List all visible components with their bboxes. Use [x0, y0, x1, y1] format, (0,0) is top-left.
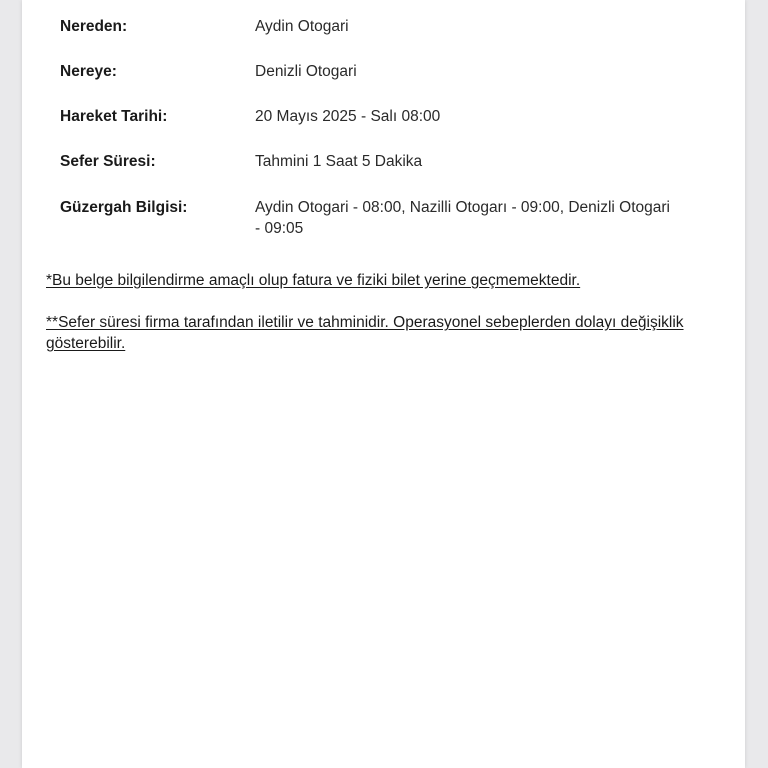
trip-duration-value: Tahmini 1 Saat 5 Dakika: [255, 153, 423, 170]
route-info-label: Güzergah Bilgisi:: [60, 199, 188, 216]
duration-note: **Sefer süresi firma tarafından iletilir ve tahminidir. Operasyonel sebeplerden dolayı değişiklik gösterebilir.: [46, 314, 684, 352]
route-info-value: Aydin Otogari - 08:00, Nazilli Otogarı - 09:00, Denizli Otogari - 09:05: [255, 199, 670, 237]
departure-date-label: Hareket Tarihi:: [60, 108, 168, 125]
departure-date-value: 20 Mayıs 2025 - Salı 08:00: [255, 108, 441, 125]
disclaimer-note: *Bu belge bilgilendirme amaçlı olup fatura ve fiziki bilet yerine geçmemektedir.: [46, 272, 581, 289]
document-page: [22, 0, 745, 768]
trip-duration-label: Sefer Süresi:: [60, 153, 156, 170]
departure-value: Aydin Otogari: [255, 18, 349, 35]
destination-value: Denizli Otogari: [255, 63, 357, 80]
departure-label: Nereden:: [60, 18, 128, 35]
destination-label: Nereye:: [60, 63, 117, 80]
